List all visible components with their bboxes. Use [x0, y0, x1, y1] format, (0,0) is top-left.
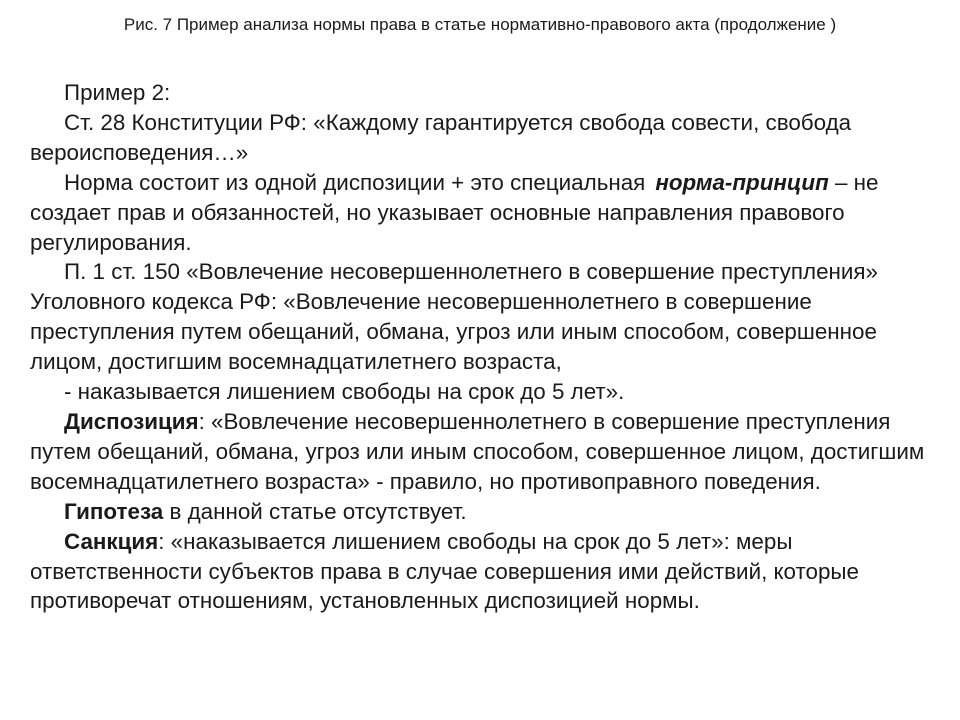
- example-heading: Пример 2:: [64, 80, 171, 105]
- disposition-paragraph: [30, 407, 940, 497]
- hypothesis-text: в данной статье отсутствует.: [163, 498, 467, 524]
- disposition-text: : «Вовлечение несовершеннолетнего в совершение преступления путем обещаний, обмана, угроз или иным способом, совершенное лицом, достигшим восемнадцатилетнего возраста» - правило, но противоправного поведения.: [30, 408, 925, 494]
- slide-body: [30, 78, 940, 616]
- sanction-text: : «наказывается лишением свободы на срок до 5 лет»: меры ответственности субъектов права в случае совершения ими действий, которые противоречат отношениям, установленных диспозицией нормы.: [30, 528, 859, 614]
- article-150-sanction-line: - наказывается лишением свободы на срок до 5 лет».: [64, 379, 625, 405]
- slide-title: Рис. 7 Пример анализа нормы права в статье нормативно-правового акта (продолжение ): [123, 15, 837, 34]
- norm-principle-paragraph: [30, 168, 940, 258]
- sanction-paragraph: [30, 527, 940, 617]
- disposition-term: Диспозиция: [64, 408, 199, 434]
- hypothesis-paragraph: [30, 497, 940, 527]
- norm-principle-term: норма-принцип: [655, 169, 829, 195]
- norm-principle-intro: Норма состоит из одной диспозиции + это специальная: [64, 169, 646, 195]
- article-28-paragraph: Ст. 28 Конституции РФ: «Каждому гарантируется свобода совести, свобода вероисповедения…»: [30, 109, 852, 165]
- norm-principle-explanation: – не создает прав и обязанностей, но указывает основные направления правового регулирования.: [30, 169, 879, 255]
- article-150-paragraph: П. 1 ст. 150 «Вовлечение несовершеннолетнего в совершение преступления» Уголовного кодекса РФ: «Вовлечение несовершеннолетнего в совершение преступления путем обещаний, обмана, угроз или иным способом, совершенное лицом, достигшим восемнадцатилетнего возраста,: [30, 259, 878, 375]
- sanction-term: Санкция: [64, 528, 159, 554]
- hypothesis-term: Гипотеза: [64, 498, 164, 524]
